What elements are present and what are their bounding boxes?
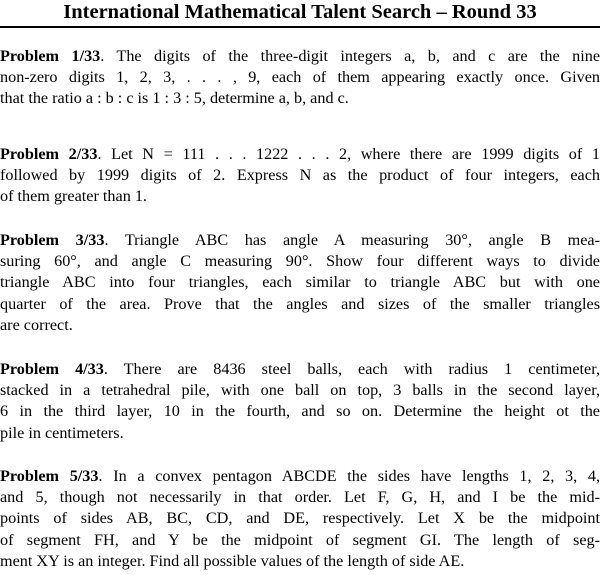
problem-2-line-1: Problem 2/33. Let N = 111 . . . 1222 . . . 2, where there are 1999 digits of 1 bbox=[0, 145, 600, 163]
problem-5-label: Problem 5/33 bbox=[0, 467, 99, 485]
problem-3-line-5: are correct. bbox=[0, 315, 73, 334]
problem-2 bbox=[0, 144, 600, 208]
problem-1 bbox=[0, 46, 600, 110]
problem-2-line-2: followed by 1999 digits of 2. Express N as the product of four integers, each bbox=[0, 166, 600, 185]
problem-4-line-3: 6 in the third layer, 10 in the fourth, and so on. Determine the height ot the bbox=[0, 402, 600, 421]
problem-3-line-1: Problem 3/33. Triangle ABC has angle A measuring 30°, angle B mea- bbox=[0, 231, 600, 249]
problem-5-line-3: points of sides AB, BC, CD, and DE, respectively. Let X be the midpoint bbox=[0, 509, 600, 528]
problem-1-line-2: non-zero digits 1, 2, 3, . . . , 9, each of them appearing exactly once. Given bbox=[0, 68, 600, 87]
problem-1-text-1: The digits of the three-digit integers a, b, and c are the nine bbox=[116, 47, 600, 65]
problem-3-line-3: triangle ABC into four triangles, each similar to triangle ABC but with one bbox=[0, 273, 600, 292]
problem-5-text-1: In a convex pentagon ABCDE the sides have lengths 1, 2, 3, 4, bbox=[113, 467, 600, 485]
problem-3-label: Problem 3/33 bbox=[0, 231, 105, 249]
problem-2-line-3: of them greater than 1. bbox=[0, 187, 147, 206]
problem-5-line-2: and 5, though not necessarily in that order. Let F, G, H, and I be the mid- bbox=[0, 488, 600, 507]
problem-1-label: Problem 1/33 bbox=[0, 47, 101, 65]
document-title: International Mathematical Talent Search – Round 33 bbox=[63, 1, 537, 23]
problem-4-line-4: pile in centimeters. bbox=[0, 423, 124, 442]
problem-1-line-3: that the ratio a : b : c is 1 : 3 : 5, determine a, b, and c. bbox=[0, 89, 349, 108]
problem-3-text-1: Triangle ABC has angle A measuring 30°, angle B mea- bbox=[124, 231, 600, 249]
title-rule bbox=[0, 26, 600, 28]
problem-4-label: Problem 4/33 bbox=[0, 360, 104, 378]
problem-1-line-1: Problem 1/33. The digits of the three-digit integers a, b, and c are the nine bbox=[0, 47, 600, 65]
problem-2-text-1: Let N = 111 . . . 1222 . . . 2, where there are 1999 digits of 1 bbox=[111, 145, 600, 163]
problem-5-line-1: Problem 5/33. In a convex pentagon ABCDE the sides have lengths 1, 2, 3, 4, bbox=[0, 467, 600, 485]
problem-4 bbox=[0, 359, 600, 444]
problem-5-line-4: of segment FH, and Y be the midpoint of segment GI. The length of seg- bbox=[0, 530, 600, 549]
problem-3-line-2: suring 60°, and angle C measuring 90°. Show four different ways to divide bbox=[0, 252, 600, 271]
problem-4-line-1: Problem 4/33. There are 8436 steel balls, each with radius 1 centimeter, bbox=[0, 360, 600, 378]
problem-5-line-5: ment XY is an integer. Find all possible values of the length of side AE. bbox=[0, 551, 465, 570]
problem-4-line-2: stacked in a tetrahedral pile, with one ball on top, 3 balls in the second layer, bbox=[0, 381, 600, 400]
problem-3 bbox=[0, 230, 600, 336]
problem-3-line-4: quarter of the area. Prove that the angles and sizes of the smaller triangles bbox=[0, 294, 600, 313]
problem-2-label: Problem 2/33 bbox=[0, 145, 98, 163]
problem-4-text-1: There are 8436 steel balls, each with radius 1 centimeter, bbox=[123, 360, 600, 378]
problem-5 bbox=[0, 466, 600, 572]
